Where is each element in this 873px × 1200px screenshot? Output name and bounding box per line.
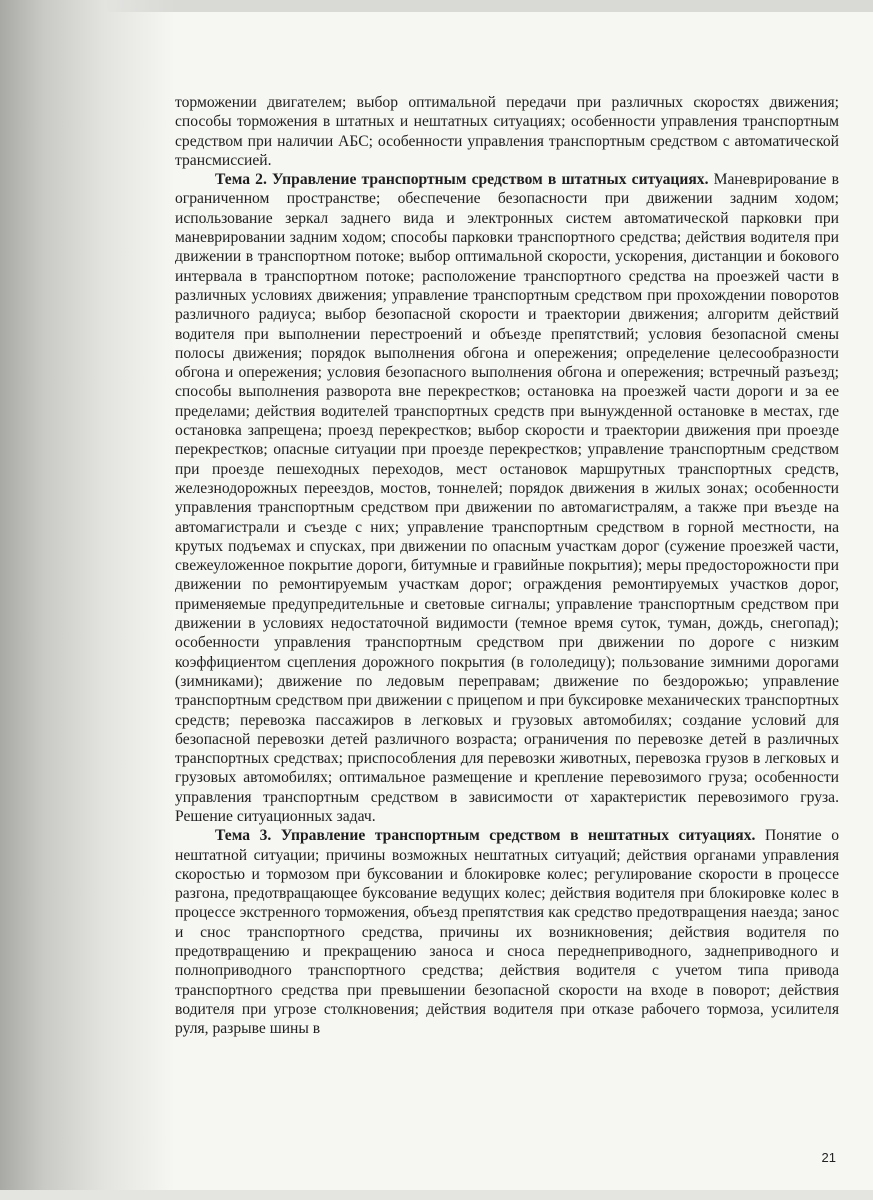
topic-3-heading: Тема 3. Управление транспортным средством в нештатных ситуациях. bbox=[215, 827, 756, 845]
page-number: 21 bbox=[821, 1150, 836, 1165]
paragraph-text: торможении двигателем; выбор оптимальной передачи при различных скоростях движения; способы торможения в штатных и нештатных ситуациях; особенности управления транспортным средством при наличии АБС; особенности управления транспортным средством с автоматической трансмиссией. bbox=[175, 94, 839, 169]
topic-2-text: Маневрирование в ограниченном пространстве; обеспечение безопасности при движении задним ходом; использование зеркал заднего вида и электронных систем автоматической парковки при маневрировании задним ходом; способы парковки транспортного средства; действия водителя при движении в транспортном потоке; выбор оптимальной скорости, ускорения, дистанции и бокового интервала в транспортном потоке; расположение транспортного средства на проезжей части в различных условиях движения; управление транспортным средством при прохождении поворотов различного радиуса; выбор безопасной скорости и траектории движения; алгоритм действий водителя при выполнении перестроений и объезде препятствий; условия безопасной смены полосы движения; порядок выполнения обгона и опережения; определение целесообразности обгона и опережения; условия безопасного выполнения обгона и опережения; встречный разъезд; способы выполнения разворота вне перекрестков; остановка на проезжей части дороги и за ее пределами; действия водителей транспортных средств при вынужденной остановке в местах, где остановка запрещена; проезд перекрестков; выбор скорости и траектории движения при проезде перекрестков; опасные ситуации при проезде перекрестков; управление транспортным средством при проезде пешеходных переходов, мест остановок маршрутных транспортных средств, железнодорожных переездов, мостов, тоннелей; порядок движения в жилых зонах; особенности управления транспортным средством при движении по автомагистралям, а также при въезде на автомагистрали и съезде с них; управление транспортным средством в горной местности, на крутых подъемах и спусках, при движении по опасным участкам дорог (сужение проезжей части, свежеуложенное покрытие дороги, битумные и гравийные покрытия); меры предосторожности при движении по ремонтируемым участкам дорог; ограждения ремонтируемых участков дорог, применяемые предупредительные и световые сигналы; управление транспортным средством при движении в условиях недостаточной видимости (темное время суток, туман, дождь, снегопад); особенности управления транспортным средством при движении по дороге с низким коэффициентом сцепления дорожного покрытия (в гололедицу); пользование зимними дорогами (зимниками); движение по ледовым переправам; движение по бездорожью; управление транспортным средством при движении с прицепом и при буксировке механических транспортных средств; перевозка пассажиров в легковых и грузовых автомобилях; создание условий для безопасной перевозки детей различного возраста; ограничения по перевозке детей в различных транспортных средствах; приспособления для перевозки животных, перевозка грузов в легковых и грузовых автомобилях; оптимальное размещение и крепление перевозимого груза; особенности управления транспортным средством в зависимости от характеристик перевозимого груза. Решение ситуационных задач. bbox=[175, 171, 839, 825]
spine-shadow bbox=[0, 0, 175, 1200]
topic-3-text: Понятие о нештатной ситуации; причины возможных нештатных ситуаций; действия органами управления скоростью и тормозом при буксовании и блокировке колес; регулирование скорости в процессе разгона, предотвращающее буксование ведущих колес; действия водителя при блокировке колес в процессе экстренного торможения, объезд препятствия как средство предотвращения наезда; занос и снос транспортного средства, причины их возникновения; действия водителя по предотвращению и прекращению заноса и сноса переднеприводного, заднеприводного и полноприводного транспортного средства; действия водителя с учетом типа привода транспортного средства при превышении безопасной скорости на входе в поворот; действия водителя при угрозе столкновения; действия водителя при отказе рабочего тормоза, усилителя руля, разрыве шины в bbox=[175, 827, 839, 1038]
topic-2-heading: Тема 2. Управление транспортным средством в штатных ситуациях. bbox=[215, 171, 709, 189]
paragraph-continuation bbox=[175, 93, 839, 170]
scan-bottom-edge bbox=[0, 1190, 873, 1200]
paragraph-topic-3 bbox=[175, 826, 839, 1038]
document-body bbox=[175, 93, 839, 1039]
paragraph-topic-2 bbox=[175, 170, 839, 826]
